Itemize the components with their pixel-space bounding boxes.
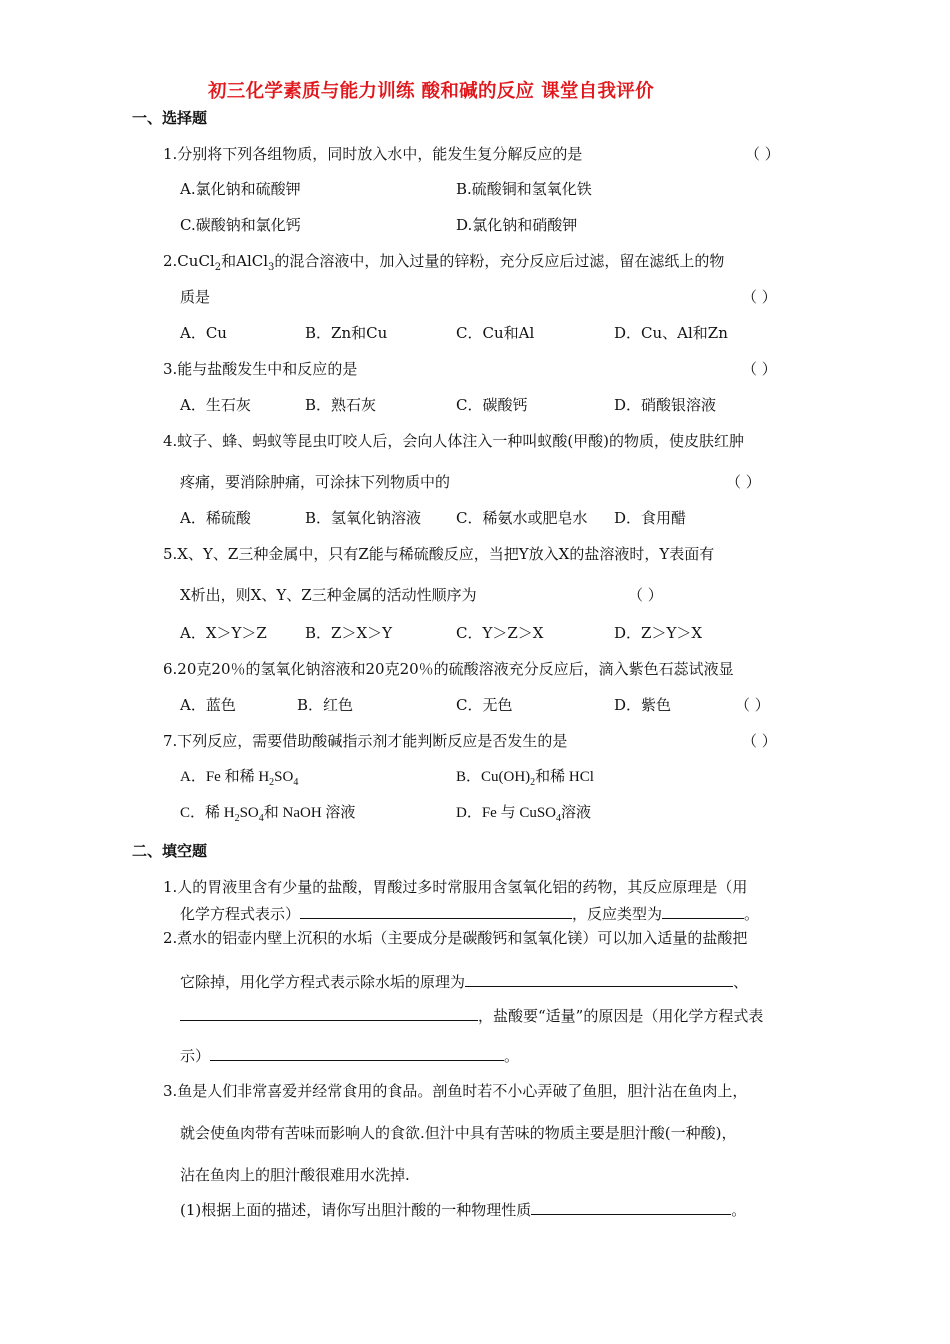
question-4-line2: 疼痛，要消除肿痛，可涂抹下列物质中的 bbox=[180, 473, 451, 491]
q7-option-c[interactable] bbox=[180, 803, 355, 823]
q7-d-text2: 溶液 bbox=[561, 805, 592, 821]
fill-1-label2: ，反应类型为 bbox=[572, 905, 663, 923]
fill-2-equation-blank-1[interactable] bbox=[465, 970, 733, 987]
question-5-stem: 5.X、Y、Z三种金属中，只有Z能与稀硫酸反应，当把Y放入X的盐溶液时，Y表面有 bbox=[163, 545, 715, 563]
fill-2-label2: ，盐酸要“适量”的原因是（用化学方程式表 bbox=[478, 1007, 764, 1025]
q7-a-text2: SO bbox=[274, 769, 294, 785]
fill-2-separator: 、 bbox=[733, 973, 749, 991]
fill-3-property-blank[interactable] bbox=[531, 1198, 731, 1215]
fill-2-line4 bbox=[180, 1044, 519, 1066]
fill-2-line3 bbox=[180, 1004, 763, 1026]
q7-b-text: B．Cu(OH) bbox=[456, 769, 531, 785]
fill-2-equation-blank-3[interactable] bbox=[210, 1044, 504, 1061]
answer-paren-q5[interactable]: （ ） bbox=[628, 586, 663, 604]
q7-a-sub1: 2 bbox=[269, 777, 275, 788]
fill-1-equation-blank[interactable] bbox=[300, 902, 572, 919]
answer-paren-q1[interactable]: （ ） bbox=[745, 145, 780, 163]
fill-3-line1: 3.鱼是人们非常喜爱并经常食用的食品。剖鱼时若不小心弄破了鱼胆，胆汁沾在鱼肉上， bbox=[163, 1082, 748, 1100]
q5-option-a[interactable]: A．X＞Y＞Z bbox=[180, 624, 267, 642]
q2-option-b[interactable]: B．Zn和Cu bbox=[305, 324, 388, 342]
q7-c-text3: 和 NaOH 溶液 bbox=[263, 805, 356, 821]
question-7-stem: 7.下列反应，需要借助酸碱指示剂才能判断反应是否发生的是 bbox=[163, 732, 568, 750]
q2-option-a[interactable]: A．Cu bbox=[180, 324, 227, 342]
q1-option-d[interactable]: D.氯化钠和硝酸钾 bbox=[456, 216, 578, 234]
q3-option-a[interactable]: A．生石灰 bbox=[180, 396, 251, 414]
q7-c-sub1: 2 bbox=[234, 813, 240, 824]
q7-option-a[interactable] bbox=[180, 767, 298, 787]
fill-2-label3: 示） bbox=[180, 1047, 211, 1065]
q5-option-b[interactable]: B．Z＞X＞Y bbox=[305, 624, 393, 642]
q7-d-sub: 4 bbox=[556, 813, 562, 824]
q2-stem-part1: 2.CuCl bbox=[163, 252, 215, 270]
fill-2-equation-blank-2[interactable] bbox=[180, 1004, 478, 1021]
fill-2-label: 它除掉，用化学方程式表示除水垢的原理为 bbox=[180, 973, 466, 991]
q4-option-b[interactable]: B．氢氧化钠溶液 bbox=[305, 509, 422, 527]
fill-3-sub1-label: (1)根据上面的描述，请你写出胆汁酸的一种物理性质 bbox=[180, 1201, 532, 1219]
fill-2-period: 。 bbox=[504, 1047, 520, 1065]
q3-option-b[interactable]: B．熟石灰 bbox=[305, 396, 377, 414]
q6-option-c[interactable]: C．无色 bbox=[456, 696, 513, 714]
question-1-stem: 1.分别将下列各组物质，同时放入水中，能发生复分解反应的是 bbox=[163, 145, 583, 163]
answer-paren-q2[interactable]: （ ） bbox=[742, 288, 777, 306]
fill-2-line1: 2.煮水的铝壶内壁上沉积的水垢（主要成分是碳酸钙和氢氧化镁）可以加入适量的盐酸把 bbox=[163, 929, 748, 947]
question-2-stem bbox=[163, 251, 724, 271]
q2-stem-part2: 和AlCl bbox=[221, 252, 269, 270]
section-heading-fill: 二、填空题 bbox=[132, 842, 208, 860]
q7-c-text: C．稀 H bbox=[180, 805, 235, 821]
q7-option-b[interactable] bbox=[456, 767, 594, 787]
q4-option-c[interactable]: C．稀氨水或肥皂水 bbox=[456, 509, 588, 527]
q6-option-b[interactable]: B．红色 bbox=[297, 696, 354, 714]
fill-1-line1: 1.人的胃液里含有少量的盐酸，胃酸过多时常服用含氢氧化铝的药物，其反应原理是（用 bbox=[163, 878, 748, 896]
q7-a-sub2: 4 bbox=[293, 777, 299, 788]
answer-paren-q3[interactable]: （ ） bbox=[742, 360, 777, 378]
q2-option-c[interactable]: C．Cu和Al bbox=[456, 324, 535, 342]
fill-3-sub1 bbox=[180, 1198, 746, 1220]
question-5-line2: X析出，则X、Y、Z三种金属的活动性顺序为 bbox=[180, 586, 477, 604]
q2-subscript-1: 2 bbox=[214, 262, 222, 273]
q1-option-b[interactable]: B.硫酸铜和氢氧化铁 bbox=[456, 180, 592, 198]
q7-c-text2: SO bbox=[239, 805, 259, 821]
question-6-stem: 6.20克20％的氢氧化钠溶液和20克20％的硫酸溶液充分反应后，滴入紫色石蕊试液显 bbox=[163, 660, 734, 678]
q2-option-d[interactable]: D．Cu、Al和Zn bbox=[614, 324, 728, 342]
q2-subscript-2: 3 bbox=[268, 262, 275, 273]
q4-option-d[interactable]: D．食用醋 bbox=[614, 509, 687, 527]
question-4-stem: 4.蚊子、蜂、蚂蚁等昆虫叮咬人后，会向人体注入一种叫蚁酸(甲酸)的物质，使皮肤红肿 bbox=[163, 432, 745, 450]
q6-option-a[interactable]: A．蓝色 bbox=[180, 696, 236, 714]
q7-option-d[interactable] bbox=[456, 803, 591, 823]
fill-1-label: 化学方程式表示） bbox=[180, 905, 301, 923]
q6-option-d[interactable]: D．紫色 bbox=[614, 696, 672, 714]
page-title: 初三化学素质与能力训练 酸和碱的反应 课堂自我评价 bbox=[208, 81, 654, 102]
q7-d-text: D．Fe 与 CuSO bbox=[456, 805, 557, 821]
fill-1-line2 bbox=[180, 902, 759, 924]
section-heading-choice: 一、选择题 bbox=[132, 109, 208, 127]
q7-b-text2: 和稀 HCl bbox=[535, 769, 594, 785]
q7-c-sub2: 4 bbox=[258, 813, 264, 824]
question-2-line2: 质是 bbox=[180, 288, 211, 306]
fill-1-reaction-type-blank[interactable] bbox=[662, 902, 744, 919]
q7-a-text: A．Fe 和稀 H bbox=[180, 769, 270, 785]
q1-option-a[interactable]: A.氯化钠和硫酸钾 bbox=[180, 180, 301, 198]
answer-paren-q7[interactable]: （ ） bbox=[742, 732, 777, 750]
fill-1-period: 。 bbox=[744, 905, 760, 923]
q1-option-c[interactable]: C.碳酸钠和氯化钙 bbox=[180, 216, 301, 234]
answer-paren-q6[interactable]: （ ） bbox=[735, 696, 770, 714]
fill-3-line3: 沾在鱼肉上的胆汁酸很难用水洗掉. bbox=[180, 1166, 410, 1184]
fill-3-period: 。 bbox=[731, 1201, 747, 1219]
fill-3-line2: 就会使鱼肉带有苦味而影响人的食欲.但汁中具有苦味的物质主要是胆汁酸(一种酸)， bbox=[180, 1124, 737, 1142]
question-3-stem: 3.能与盐酸发生中和反应的是 bbox=[163, 360, 358, 378]
q3-option-d[interactable]: D．硝酸银溶液 bbox=[614, 396, 717, 414]
q2-stem-part3: 的混合溶液中，加入过量的锌粉，充分反应后过滤，留在滤纸上的物 bbox=[274, 252, 725, 270]
q5-option-d[interactable]: D．Z＞Y＞X bbox=[614, 624, 703, 642]
q5-option-c[interactable]: C．Y＞Z＞X bbox=[456, 624, 544, 642]
q7-b-sub: 2 bbox=[530, 777, 536, 788]
answer-paren-q4[interactable]: （ ） bbox=[726, 473, 761, 491]
q3-option-c[interactable]: C．碳酸钙 bbox=[456, 396, 528, 414]
fill-2-line2 bbox=[180, 970, 748, 992]
q4-option-a[interactable]: A．稀硫酸 bbox=[180, 509, 251, 527]
